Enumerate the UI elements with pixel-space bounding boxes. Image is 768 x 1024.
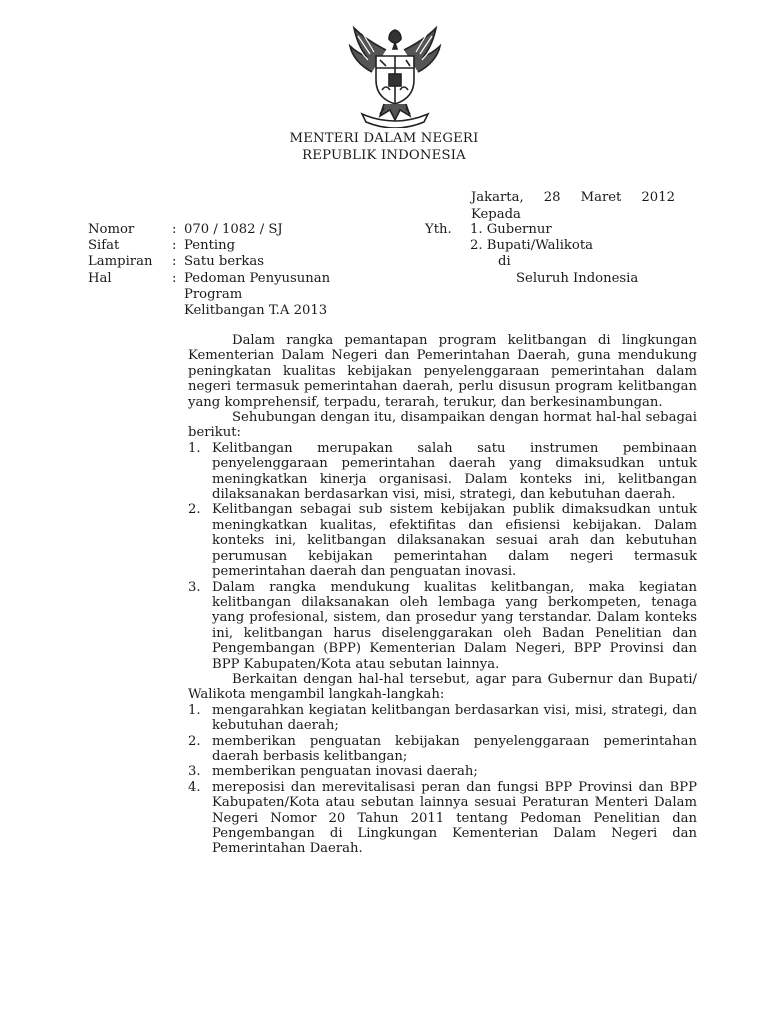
recipient-governor: 1. Gubernur <box>470 222 552 237</box>
nomor-label: Nomor <box>88 222 135 237</box>
list-item <box>188 441 697 503</box>
recipient-place: Seluruh Indonesia <box>516 270 639 286</box>
list-item-text: Kelitbangan merupakan salah satu instrumen pembinaan penyelenggaraan pemerintahan daerah yang dimaksudkan untuk meningkatkan kinerja organisasi. Dalam konteks ini, kelitbangan dilaksanakan berdasarkan visi, misi, strategi, dan kebutuhan daerah. <box>212 440 697 503</box>
date-city: Jakarta, <box>471 190 524 205</box>
list-item <box>188 580 697 672</box>
list-item-number: 2. <box>188 502 201 518</box>
hal-label: Hal <box>88 270 112 286</box>
date-year: 2012 <box>641 190 675 205</box>
list-item-text: mereposisi dan merevitalisasi peran dan fungsi BPP Provinsi dan BPP Kabupaten/Kota atau sebutan lainnya sesuai Peraturan Menteri Dalam Negeri Nomor 20 Tahun 2011 tentang Pedoman Penelitian dan Pengembangan di Lingkungan Kementerian Dalam Negeri dan Pemerintahan Daerah. <box>212 779 697 857</box>
lampiran-label: Lampiran <box>88 254 153 270</box>
letter-body <box>188 333 697 857</box>
republic-title: REPUBLIK INDONESIA <box>302 148 466 163</box>
meta-sifat: Sifat : Penting <box>88 238 236 254</box>
list-item-number: 2. <box>188 733 201 749</box>
list-item-number: 1. <box>188 702 201 718</box>
body-paragraph-2: Sehubungan dengan itu, disampaikan dengan hormat hal-hal sebagai berikut: <box>188 410 697 441</box>
list-item-text: Dalam rangka mendukung kualitas kelitbangan, maka kegiatan kelitbangan dilaksanakan oleh lembaga yang berkompeten, tenaga yang profesional, sistem, dan prosedur yang terstandar. Dalam konteks ini, kelitbangan harus diselenggarakan oleh Badan Penelitian dan Pengembangan (BPP) Kementerian Dalam Negeri, BPP Provinsi dan BPP Kabupaten/Kota atau sebutan lainnya. <box>212 579 697 672</box>
recipient-di: di <box>498 254 511 270</box>
list-item-number: 3. <box>188 764 201 780</box>
body-paragraph-3: Berkaitan dengan hal-hal tersebut, agar para Gubernur dan Bupati/ Walikota mengambil langkah-langkah: <box>188 671 697 703</box>
kepada-label: Kepada <box>471 206 521 222</box>
list-item <box>188 734 697 765</box>
sifat-value: Penting <box>184 238 236 254</box>
date-day: 28 <box>543 190 561 205</box>
lampiran-value: Satu berkas <box>184 254 265 270</box>
list-item <box>188 780 697 857</box>
hal-value-2: Program <box>184 286 243 302</box>
ministry-title: MENTERI DALAM NEGERI <box>289 131 479 146</box>
meta-hal: Hal : Pedoman Penyusunan Program Kelitbangan T.A 2013 <box>88 271 412 320</box>
list-item <box>188 502 697 579</box>
steps-list <box>188 703 697 857</box>
date-block <box>471 190 675 223</box>
list-item-text: memberikan penguatan kebijakan penyelenggaraan pemerintahan daerah berbasis kelitbangan; <box>212 733 697 764</box>
garuda-pancasila-emblem-icon <box>340 24 450 128</box>
letter-meta <box>88 222 412 319</box>
points-list <box>188 441 697 672</box>
hal-value-3: Kelitbangan T.A 2013 <box>184 303 328 319</box>
body-paragraph-1: Dalam rangka pemantapan program kelitbangan di lingkungan Kementerian Dalam Negeri dan Pemerintahan Daerah, guna mendukung peningkatan kualitas kebijakan penyelenggaraan pemerintahan dalam negeri termasuk pemerintahan daerah, perlu disusun program kelitbangan yang komprehensif, terpadu, terarah, terukur, dan berkesinambungan. <box>188 333 697 410</box>
list-item-number: 1. <box>188 440 201 456</box>
letter-date <box>471 190 675 207</box>
list-item-text: mengarahkan kegiatan kelitbangan berdasarkan visi, misi, strategi, dan kebutuhan daerah; <box>212 702 697 734</box>
list-item-number: 3. <box>188 579 201 595</box>
nomor-value: 070 / 1082 / SJ <box>184 222 283 237</box>
list-item-text: Kelitbangan sebagai sub sistem kebijakan publik dimaksudkan untuk meningkatkan kualitas, efektifitas dan efisiensi kebijakan. Dalam konteks ini, kelitbangan dilaksanakan sesuai arah dan kebutuhan perumusan kebijakan pemerintahan dalam negeri termasuk pemerintahan daerah dan penguatan inovasi. <box>212 502 697 580</box>
recipient-list <box>470 222 638 287</box>
sifat-label: Sifat <box>88 238 120 254</box>
yth-label: Yth. <box>425 222 452 237</box>
meta-nomor: Nomor : 070 / 1082 / SJ <box>88 222 283 237</box>
hal-value-1: Pedoman Penyusunan <box>184 270 331 286</box>
list-item <box>188 764 697 779</box>
list-item-number: 4. <box>188 779 201 795</box>
date-month: Maret <box>580 190 622 205</box>
list-item-text: memberikan penguatan inovasi daerah; <box>212 764 478 780</box>
letter-header <box>0 130 768 164</box>
meta-lampiran: Lampiran : Satu berkas <box>88 254 265 270</box>
recipient-regent: 2. Bupati/Walikota <box>470 238 594 254</box>
list-item <box>188 703 697 734</box>
